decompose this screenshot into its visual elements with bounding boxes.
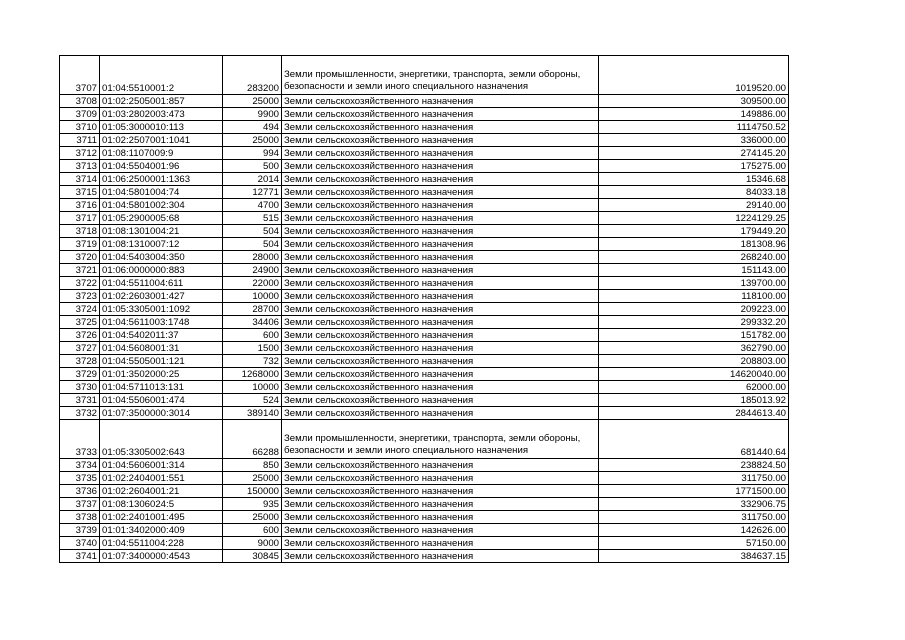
table-row [60, 147, 789, 160]
land-category-cell: Земли сельскохозяйственного назначения [282, 550, 599, 563]
table-row [60, 550, 789, 563]
cadastral-value-cell: 149886.00 [599, 108, 789, 121]
table-body [60, 56, 789, 563]
cadastral-value-cell: 175275.00 [599, 160, 789, 173]
table-row [60, 56, 789, 95]
area-cell: 994 [223, 147, 282, 160]
land-category-cell: Земли сельскохозяйственного назначения [282, 303, 599, 316]
row-number-cell: 3737 [60, 498, 100, 511]
row-number-cell: 3733 [60, 420, 100, 459]
cadastral-number-cell: 01:04:5504001:96 [100, 160, 223, 173]
cadastral-number-cell: 01:06:2500001:1363 [100, 173, 223, 186]
area-cell: 2014 [223, 173, 282, 186]
area-cell: 25000 [223, 511, 282, 524]
land-category-cell: Земли сельскохозяйственного назначения [282, 186, 599, 199]
cadastral-value-cell: 311750.00 [599, 472, 789, 485]
cadastral-number-cell: 01:01:3502000:25 [100, 368, 223, 381]
table-row [60, 95, 789, 108]
cadastral-number-cell: 01:04:5402011:37 [100, 329, 223, 342]
area-cell: 28700 [223, 303, 282, 316]
row-number-cell: 3724 [60, 303, 100, 316]
land-category-cell: Земли сельскохозяйственного назначения [282, 381, 599, 394]
cadastral-value-cell: 681440.64 [599, 420, 789, 459]
cadastral-number-cell: 01:04:5801004:74 [100, 186, 223, 199]
cadastral-value-cell: 332906.75 [599, 498, 789, 511]
area-cell: 22000 [223, 277, 282, 290]
table-row [60, 524, 789, 537]
row-number-cell: 3715 [60, 186, 100, 199]
cadastral-number-cell: 01:04:5801002:304 [100, 199, 223, 212]
table-row [60, 355, 789, 368]
cadastral-number-cell: 01:06:0000000:883 [100, 264, 223, 277]
area-cell: 24900 [223, 264, 282, 277]
area-cell: 504 [223, 225, 282, 238]
land-category-cell: Земли сельскохозяйственного назначения [282, 511, 599, 524]
cadastral-value-cell: 84033.18 [599, 186, 789, 199]
area-cell: 25000 [223, 134, 282, 147]
area-cell: 25000 [223, 472, 282, 485]
land-category-cell: Земли промышленности, энергетики, транспорта, земли обороны, безопасности и земли иного специального назначения [282, 420, 599, 459]
cadastral-value-cell: 1019520.00 [599, 56, 789, 95]
cadastral-value-cell: 181308.96 [599, 238, 789, 251]
land-category-cell: Земли сельскохозяйственного назначения [282, 368, 599, 381]
table-row [60, 212, 789, 225]
land-category-cell: Земли сельскохозяйственного назначения [282, 472, 599, 485]
cadastral-number-cell: 01:07:3500000:3014 [100, 407, 223, 420]
cadastral-number-cell: 01:01:3402000:409 [100, 524, 223, 537]
land-category-cell: Земли сельскохозяйственного назначения [282, 147, 599, 160]
cadastral-number-cell: 01:04:5403004:350 [100, 251, 223, 264]
row-number-cell: 3711 [60, 134, 100, 147]
row-number-cell: 3729 [60, 368, 100, 381]
area-cell: 389140 [223, 407, 282, 420]
area-cell: 12771 [223, 186, 282, 199]
table-row [60, 277, 789, 290]
row-number-cell: 3707 [60, 56, 100, 95]
table-row [60, 199, 789, 212]
land-category-cell: Земли сельскохозяйственного назначения [282, 238, 599, 251]
cadastral-value-cell: 15346.68 [599, 173, 789, 186]
land-category-cell: Земли сельскохозяйственного назначения [282, 108, 599, 121]
cadastral-number-cell: 01:04:5606001:314 [100, 459, 223, 472]
cadastral-value-cell: 14620040.00 [599, 368, 789, 381]
area-cell: 4700 [223, 199, 282, 212]
table-row [60, 420, 789, 459]
cadastral-number-cell: 01:02:2505001:857 [100, 95, 223, 108]
cadastral-number-cell: 01:02:2603001:427 [100, 290, 223, 303]
table-row [60, 329, 789, 342]
cadastral-number-cell: 01:04:5511004:228 [100, 537, 223, 550]
row-number-cell: 3716 [60, 199, 100, 212]
cadastral-value-cell: 1771500.00 [599, 485, 789, 498]
cadastral-number-cell: 01:02:2404001:551 [100, 472, 223, 485]
area-cell: 66288 [223, 420, 282, 459]
row-number-cell: 3718 [60, 225, 100, 238]
table-row [60, 537, 789, 550]
row-number-cell: 3713 [60, 160, 100, 173]
table-row [60, 511, 789, 524]
area-cell: 9000 [223, 537, 282, 550]
row-number-cell: 3726 [60, 329, 100, 342]
cadastral-number-cell: 01:04:5510001:2 [100, 56, 223, 95]
row-number-cell: 3730 [60, 381, 100, 394]
land-category-cell: Земли сельскохозяйственного назначения [282, 160, 599, 173]
cadastral-number-cell: 01:05:2900005:68 [100, 212, 223, 225]
land-category-cell: Земли сельскохозяйственного назначения [282, 199, 599, 212]
land-category-cell: Земли сельскохозяйственного назначения [282, 264, 599, 277]
cadastral-value-cell: 384637.15 [599, 550, 789, 563]
table-row [60, 251, 789, 264]
table-row [60, 160, 789, 173]
row-number-cell: 3738 [60, 511, 100, 524]
row-number-cell: 3739 [60, 524, 100, 537]
row-number-cell: 3725 [60, 316, 100, 329]
row-number-cell: 3735 [60, 472, 100, 485]
cadastral-value-cell: 151143.00 [599, 264, 789, 277]
land-category-cell: Земли сельскохозяйственного назначения [282, 225, 599, 238]
cadastral-value-cell: 29140.00 [599, 199, 789, 212]
area-cell: 732 [223, 355, 282, 368]
land-category-cell: Земли сельскохозяйственного назначения [282, 212, 599, 225]
cadastral-number-cell: 01:04:5608001:31 [100, 342, 223, 355]
cadastral-number-cell: 01:02:2507001:1041 [100, 134, 223, 147]
land-category-cell: Земли сельскохозяйственного назначения [282, 251, 599, 264]
cadastral-value-cell: 62000.00 [599, 381, 789, 394]
area-cell: 600 [223, 524, 282, 537]
row-number-cell: 3728 [60, 355, 100, 368]
area-cell: 28000 [223, 251, 282, 264]
cadastral-number-cell: 01:04:5506001:474 [100, 394, 223, 407]
area-cell: 1268000 [223, 368, 282, 381]
cadastral-number-cell: 01:02:2604001:21 [100, 485, 223, 498]
row-number-cell: 3720 [60, 251, 100, 264]
land-category-cell: Земли сельскохозяйственного назначения [282, 355, 599, 368]
area-cell: 34406 [223, 316, 282, 329]
land-category-cell: Земли сельскохозяйственного назначения [282, 173, 599, 186]
table-row [60, 290, 789, 303]
row-number-cell: 3708 [60, 95, 100, 108]
table-row [60, 394, 789, 407]
cadastral-value-cell: 2844613.40 [599, 407, 789, 420]
table-row [60, 264, 789, 277]
area-cell: 150000 [223, 485, 282, 498]
cadastral-number-cell: 01:08:1306024:5 [100, 498, 223, 511]
cadastral-value-cell: 151782.00 [599, 329, 789, 342]
land-category-cell: Земли сельскохозяйственного назначения [282, 537, 599, 550]
table-row [60, 472, 789, 485]
cadastral-number-cell: 01:05:3305001:1092 [100, 303, 223, 316]
row-number-cell: 3740 [60, 537, 100, 550]
row-number-cell: 3717 [60, 212, 100, 225]
cadastral-number-cell: 01:07:3400000:4543 [100, 550, 223, 563]
area-cell: 9900 [223, 108, 282, 121]
cadastral-number-cell: 01:05:3305002:643 [100, 420, 223, 459]
table-row [60, 342, 789, 355]
land-category-cell: Земли сельскохозяйственного назначения [282, 134, 599, 147]
row-number-cell: 3712 [60, 147, 100, 160]
row-number-cell: 3727 [60, 342, 100, 355]
area-cell: 504 [223, 238, 282, 251]
row-number-cell: 3719 [60, 238, 100, 251]
row-number-cell: 3721 [60, 264, 100, 277]
land-category-cell: Земли промышленности, энергетики, транспорта, земли обороны, безопасности и земли иного специального назначения [282, 56, 599, 95]
area-cell: 283200 [223, 56, 282, 95]
land-category-cell: Земли сельскохозяйственного назначения [282, 329, 599, 342]
cadastral-number-cell: 01:04:5511004:611 [100, 277, 223, 290]
cadastral-number-cell: 01:08:1310007:12 [100, 238, 223, 251]
cadastral-value-cell: 1114750.52 [599, 121, 789, 134]
table-row [60, 368, 789, 381]
table-row [60, 303, 789, 316]
cadastral-value-cell: 299332.20 [599, 316, 789, 329]
land-category-cell: Земли сельскохозяйственного назначения [282, 290, 599, 303]
cadastral-value-cell: 208803.00 [599, 355, 789, 368]
row-number-cell: 3734 [60, 459, 100, 472]
cadastral-number-cell: 01:08:1301004:21 [100, 225, 223, 238]
cadastral-value-cell: 179449.20 [599, 225, 789, 238]
cadastral-value-cell: 268240.00 [599, 251, 789, 264]
cadastral-value-cell: 209223.00 [599, 303, 789, 316]
row-number-cell: 3710 [60, 121, 100, 134]
cadastral-value-cell: 311750.00 [599, 511, 789, 524]
row-number-cell: 3714 [60, 173, 100, 186]
land-category-cell: Земли сельскохозяйственного назначения [282, 394, 599, 407]
land-category-cell: Земли сельскохозяйственного назначения [282, 277, 599, 290]
land-category-cell: Земли сельскохозяйственного назначения [282, 498, 599, 511]
table-row [60, 316, 789, 329]
cadastral-number-cell: 01:08:1107009:9 [100, 147, 223, 160]
area-cell: 850 [223, 459, 282, 472]
cadastral-value-cell: 142626.00 [599, 524, 789, 537]
cadastral-value-cell: 238824.50 [599, 459, 789, 472]
table-row [60, 381, 789, 394]
row-number-cell: 3741 [60, 550, 100, 563]
table-row [60, 225, 789, 238]
cadastral-value-cell: 309500.00 [599, 95, 789, 108]
row-number-cell: 3723 [60, 290, 100, 303]
area-cell: 494 [223, 121, 282, 134]
cadastral-number-cell: 01:04:5611003:1748 [100, 316, 223, 329]
table-row [60, 186, 789, 199]
land-category-cell: Земли сельскохозяйственного назначения [282, 342, 599, 355]
table-row [60, 173, 789, 186]
row-number-cell: 3709 [60, 108, 100, 121]
area-cell: 25000 [223, 95, 282, 108]
area-cell: 1500 [223, 342, 282, 355]
area-cell: 10000 [223, 381, 282, 394]
cadastral-number-cell: 01:04:5711013:131 [100, 381, 223, 394]
land-category-cell: Земли сельскохозяйственного назначения [282, 121, 599, 134]
table-row [60, 238, 789, 251]
cadastral-value-cell: 185013.92 [599, 394, 789, 407]
cadastral-value-cell: 57150.00 [599, 537, 789, 550]
table-row [60, 121, 789, 134]
area-cell: 600 [223, 329, 282, 342]
table-row [60, 407, 789, 420]
land-category-cell: Земли сельскохозяйственного назначения [282, 407, 599, 420]
land-category-cell: Земли сельскохозяйственного назначения [282, 95, 599, 108]
cadastral-number-cell: 01:04:5505001:121 [100, 355, 223, 368]
area-cell: 30845 [223, 550, 282, 563]
land-plots-table [59, 55, 789, 563]
cadastral-value-cell: 139700.00 [599, 277, 789, 290]
area-cell: 10000 [223, 290, 282, 303]
table-row [60, 134, 789, 147]
cadastral-number-cell: 01:02:2401001:495 [100, 511, 223, 524]
row-number-cell: 3722 [60, 277, 100, 290]
land-category-cell: Земли сельскохозяйственного назначения [282, 316, 599, 329]
land-category-cell: Земли сельскохозяйственного назначения [282, 524, 599, 537]
area-cell: 935 [223, 498, 282, 511]
cadastral-number-cell: 01:03:2802003:473 [100, 108, 223, 121]
table-row [60, 459, 789, 472]
area-cell: 524 [223, 394, 282, 407]
cadastral-value-cell: 1224129.25 [599, 212, 789, 225]
cadastral-value-cell: 336000.00 [599, 134, 789, 147]
table-row [60, 485, 789, 498]
cadastral-value-cell: 274145.20 [599, 147, 789, 160]
row-number-cell: 3731 [60, 394, 100, 407]
land-category-cell: Земли сельскохозяйственного назначения [282, 459, 599, 472]
cadastral-value-cell: 118100.00 [599, 290, 789, 303]
table-row [60, 108, 789, 121]
row-number-cell: 3732 [60, 407, 100, 420]
table-row [60, 498, 789, 511]
cadastral-number-cell: 01:05:3000010:113 [100, 121, 223, 134]
row-number-cell: 3736 [60, 485, 100, 498]
cadastral-value-cell: 362790.00 [599, 342, 789, 355]
area-cell: 515 [223, 212, 282, 225]
area-cell: 500 [223, 160, 282, 173]
land-category-cell: Земли сельскохозяйственного назначения [282, 485, 599, 498]
